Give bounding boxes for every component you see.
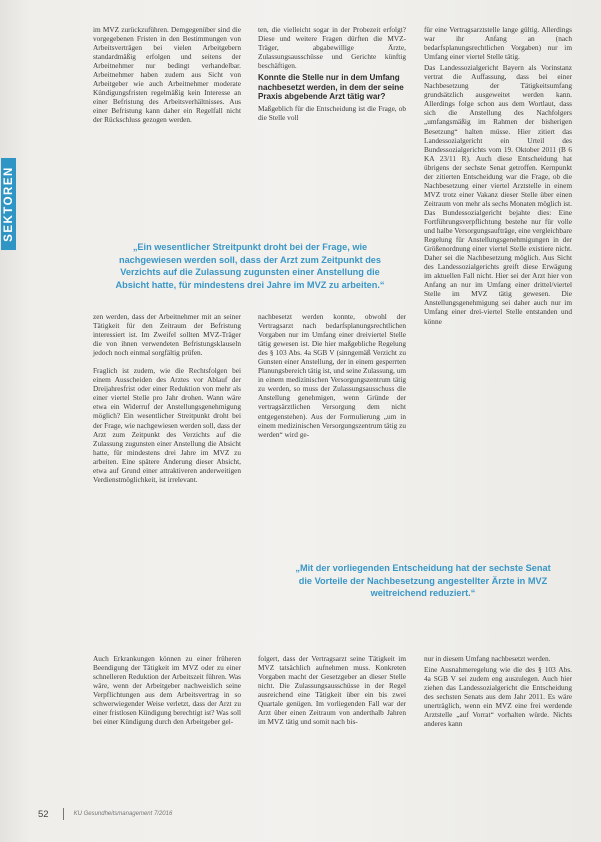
column-3-bottom [424, 654, 572, 728]
paragraph: Maßgeblich für die Entscheidung ist die Frage, ob die Stelle voll [258, 103, 406, 122]
paragraph: im MVZ zurückzuführen. Demgegenüber sind die vorgegebenen Fristen in den Bestimmungen von Arbeitsverträgen bei vielen Arbeitgebern standardmäßig erfolgen und seitens der Arbeitnehmer nur bedingt verhandelbar. Arbeitnehmer haben zudem aus Sicht von Arbeitgeber wie auch Arbeitnehmer moderate Kündigungsfristen regelmäßig kein Interesse an einer Befristung des Arbeitsverhältnisses. Aus einer Befristung kann daher ein Regelfall nicht der Rückschluss gezogen werden. [93, 25, 241, 125]
paragraph: Das Landessozialgericht Bayern als Vorinstanz vertrat die Auffassung, dass bei einer Nachbesetzung der Tätigkeitsumfang grundsätzlich ausgeweitet werden kann. Allerdings folge schon aus dem Wortlaut, dass sich die Anstellung des Nachfolgers „umfangsmäßig im Rahmen der bisherigen Besetzung“ halten müsse. Hier zitiert das Landessozialgericht ein Urteil des Bundessozialgerichts vom 19. Oktober 2011 (B 6 KA 23/11 R). Auch diese Entscheidung hat übrigens der sechste Senat getroffen. Kernpunkt der zitierten Entscheidung war die Frage, ob die Nachbesetzung einer viertel Arztstelle in einem MVZ trotz einer Vakanz dieser Stelle über einen Zeitraum von mehr als sechs Monaten möglich ist. Das Bundessozialgericht bejahte dies: Eine Fortführungsverpflichtung bestehe nur für volle und halbe Versorgungsaufträge, eine vergleichbare Regelung für Anstellungsgenehmigungen in der Größenordnung einer viertel Stelle existiere nicht. Daher sei die Nachbesetzung möglich. Aus Sicht des Landessozialgerichts greift diese Erwägung im aktuellen Fall nicht. Hier sei der Arzt hier von Anfang an nur im Umfang einer drittel/viertel Stelle im MVZ tätig gewesen. Die Anstellungsgenehmigung sei daher auch nur im Umfang einer drei-viertel Stelle entstanden und könne [424, 63, 572, 326]
pull-quote: „Ein wesentlicher Streitpunkt droht bei der Frage, wie nachgewiesen werden soll, dass der Arzt zum Zeitpunkt des Verzichts auf die Zulassung zugunsten einer Anstellung die Absicht hatte, für mindestens drei Jahre im MVZ zu arbeiten.“ [115, 242, 385, 290]
paragraph: nachbesetzt werden konnte, obwohl der Vertragsarzt nach bedarfsplanungsrechtlichen Vorgaben nur im Umfang einer dreiviertel Stelle tätig gewesen ist. Die hier maßgebliche Regelung des § 103 Abs. 4a SGB V (sinngemäß Verzicht zu Gunsten einer Anstellung, der in einem gesperrten Planungsbereich tätig ist, und seine Zulassung, um in einem medizinischen Versorgungszentrum tätig zu werden, so muss der Zulassungsausschuss die Anstellung genehmigen, wenn Gründe der vertragsärztlichen Versorgung dem nicht entgegenstehen). Aus der Formulierung „um in einem medizinischen Versorgungszentrum tätig zu werden“ wird ge- [258, 312, 406, 439]
page-number: 52 [38, 808, 49, 820]
paragraph: Eine Ausnahmeregelung wie die des § 103 Abs. 4a SGB V sei zudem eng auszulegen. Auch hier ziehen das Landessozialgericht die Entscheidung des sechsten Senats aus dem Jahr 2011. Es wäre unerträglich, wenn ein MVZ eine frei werdende Arztstelle „auf Vorrat“ vorhalten würde. Nichts anderes kann [424, 665, 572, 729]
pull-quote: „Mit der vorliegenden Entscheidung hat der sechste Senat die Vorteile der Nachbesetzung angestellter Ärzte in MVZ weitreichend reduziert.“ [295, 563, 551, 599]
column-2-bottom [258, 654, 406, 726]
column-1-middle [93, 312, 241, 484]
divider [63, 808, 64, 820]
column-2-middle [258, 312, 406, 439]
paragraph: Auch Erkrankungen können zu einer früheren Beendigung der Tätigkeit im MVZ oder zu einer schnelleren Reduktion der Arbeitszeit führen. Was wäre, wenn der Arbeitgeber nachweislich seine Verpflichtungen aus dem Arbeitsvertrag in so schwerwiegender Weise verletzt, dass der Arzt zu einer fristlosen Kündigung berechtigt ist? Was soll bei einer Kündigung durch den Arbeitgeber gel- [93, 654, 241, 727]
publication-title: KU Gesundheitsmanagement 7/2016 [73, 811, 173, 817]
paragraph: ten, die vielleicht sogar in der Probezeit erfolgt? Diese und weitere Fragen dürften die MVZ-Träger, abgabewillige Ärzte, Zulassungsausschüsse und Gerichte künftig beschäftigen. [258, 25, 406, 71]
page-footer [38, 808, 172, 820]
paragraph: zen werden, dass der Arbeitnehmer mit an seiner Tätigkeit für den Zeitraum der Befristung interessiert ist. Im Zweifel sollten MVZ-Träger die von ihnen verwendeten Befristungsklauseln jedoch noch einmal sorgfältig prüfen. [93, 312, 241, 358]
column-1-top [93, 25, 241, 125]
column-3 [424, 25, 572, 326]
section-label: SEKTOREN [2, 166, 15, 242]
paragraph: Fraglich ist zudem, wie die Rechtsfolgen bei einem Ausscheiden des Arztes vor Ablauf der Dreijahresfrist oder einer Reduktion von mehr als einer viertel Stelle pro Jahr drohen. Wann wäre etwa ein Widerruf der Anstellungsgenehmigung möglich? Ein wesentlicher Streitpunkt droht bei der Frage, wie nachgewiesen werden soll, dass der Arzt zum Zeitpunkt des Verzichts auf die Zulassung zugunsten einer Anstellung die Absicht hatte, für mindestens drei Jahre im MVZ zu arbeiten. Eine spätere Änderung dieser Absicht, etwa auf Grund einer attraktiveren anderweitigen Verdienstmöglichkeit, ist irrelevant. [93, 366, 241, 484]
paragraph: nur in diesem Umfang nachbesetzt werden. [424, 654, 551, 663]
subheading: Konnte die Stelle nur in dem Umfang nachbesetzt werden, in dem der seine Praxis abgebende Arzt tätig war? [258, 73, 404, 102]
column-2-top [258, 25, 406, 122]
paragraph: für eine Vertragsarztstelle lange gültig. Allerdings war ihr Anfang an (nach bedarfsplanungsrechtlichen Vorgaben) nur im Umfang einer viertel Stelle tätig. [424, 25, 572, 62]
section-tab [1, 158, 16, 250]
paragraph: folgert, dass der Vertragsarzt seine Tätigkeit im MVZ tatsächlich aufnehmen muss. Konkreten Vorgaben macht der Gesetzgeber an dieser Stelle nicht. Die Zulassungsausschüsse in der Regel ausreichend eine Tätigkeit über ein bis zwei Quartale genügen. Im vorliegenden Fall war der Arzt über einen Zeitraum von anderthalb Jahren im MVZ tätig und somit nach bis- [258, 654, 406, 727]
column-1-bottom [93, 654, 241, 726]
